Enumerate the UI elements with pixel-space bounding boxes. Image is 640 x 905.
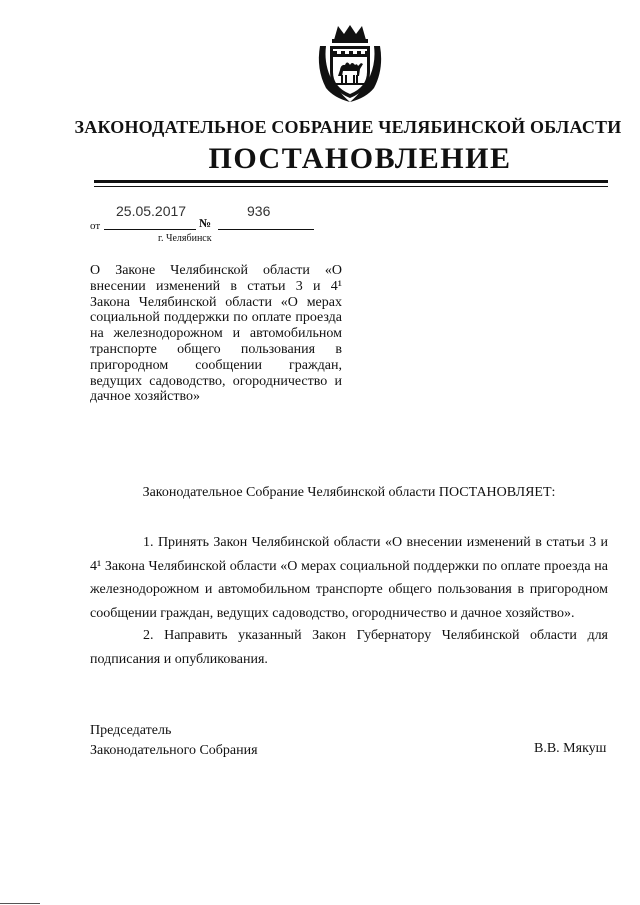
- signatory-name: В.В. Мякуш: [534, 741, 607, 756]
- from-label: от: [90, 220, 101, 232]
- footnote-rule: [0, 903, 40, 904]
- coat-of-arms-icon: [316, 24, 384, 104]
- registration-date: 25.05.2017: [116, 203, 187, 219]
- document-subject: О Законе Челябинской области «О внесении изменений в статьи 3 и 4¹ Закона Челябинской области «О мерах социальной поддержки по оплате проезда на железнодорожном и автомобильном транспорте общего пользования в пригородном сообщении граждан, ведущих садоводство, огородничество и дачное хозяйство»: [90, 263, 342, 405]
- city-label: г. Челябинск: [158, 233, 212, 244]
- resolution-statement: Законодательное Собрание Челябинской области ПОСТАНОВЛЯЕТ:: [142, 485, 556, 500]
- paragraph-1: 1. Принять Закон Челябинской области «О внесении изменений в статьи 3 и 4¹ Закона Челябинской области «О мерах социальной поддержки по оплате проезда на железнодорожном и автомобильном транспорте общего пользования в пригородном сообщении граждан, ведущих садоводство, огородничество и дачное хозяйство».: [90, 535, 608, 621]
- header-rule-thin: [94, 186, 608, 187]
- signatory-title-line-2: Законодательного Собрания: [90, 743, 258, 758]
- signatory-title-line-1: Председатель: [90, 723, 172, 738]
- registration-number: 936: [247, 203, 271, 219]
- number-line: [218, 229, 314, 230]
- number-label: №: [199, 216, 212, 230]
- signatory-title: [90, 721, 258, 761]
- organization-name: ЗАКОНОДАТЕЛЬНОЕ СОБРАНИЕ ЧЕЛЯБИНСКОЙ ОБЛАСТИ: [74, 117, 622, 137]
- date-line: [104, 229, 196, 230]
- paragraph-2: 2. Направить указанный Закон Губернатору Челябинской области для подписания и опубликования.: [90, 628, 608, 667]
- document-type-title: ПОСТАНОВЛЕНИЕ: [208, 142, 512, 175]
- header-rule-thick: [94, 180, 608, 183]
